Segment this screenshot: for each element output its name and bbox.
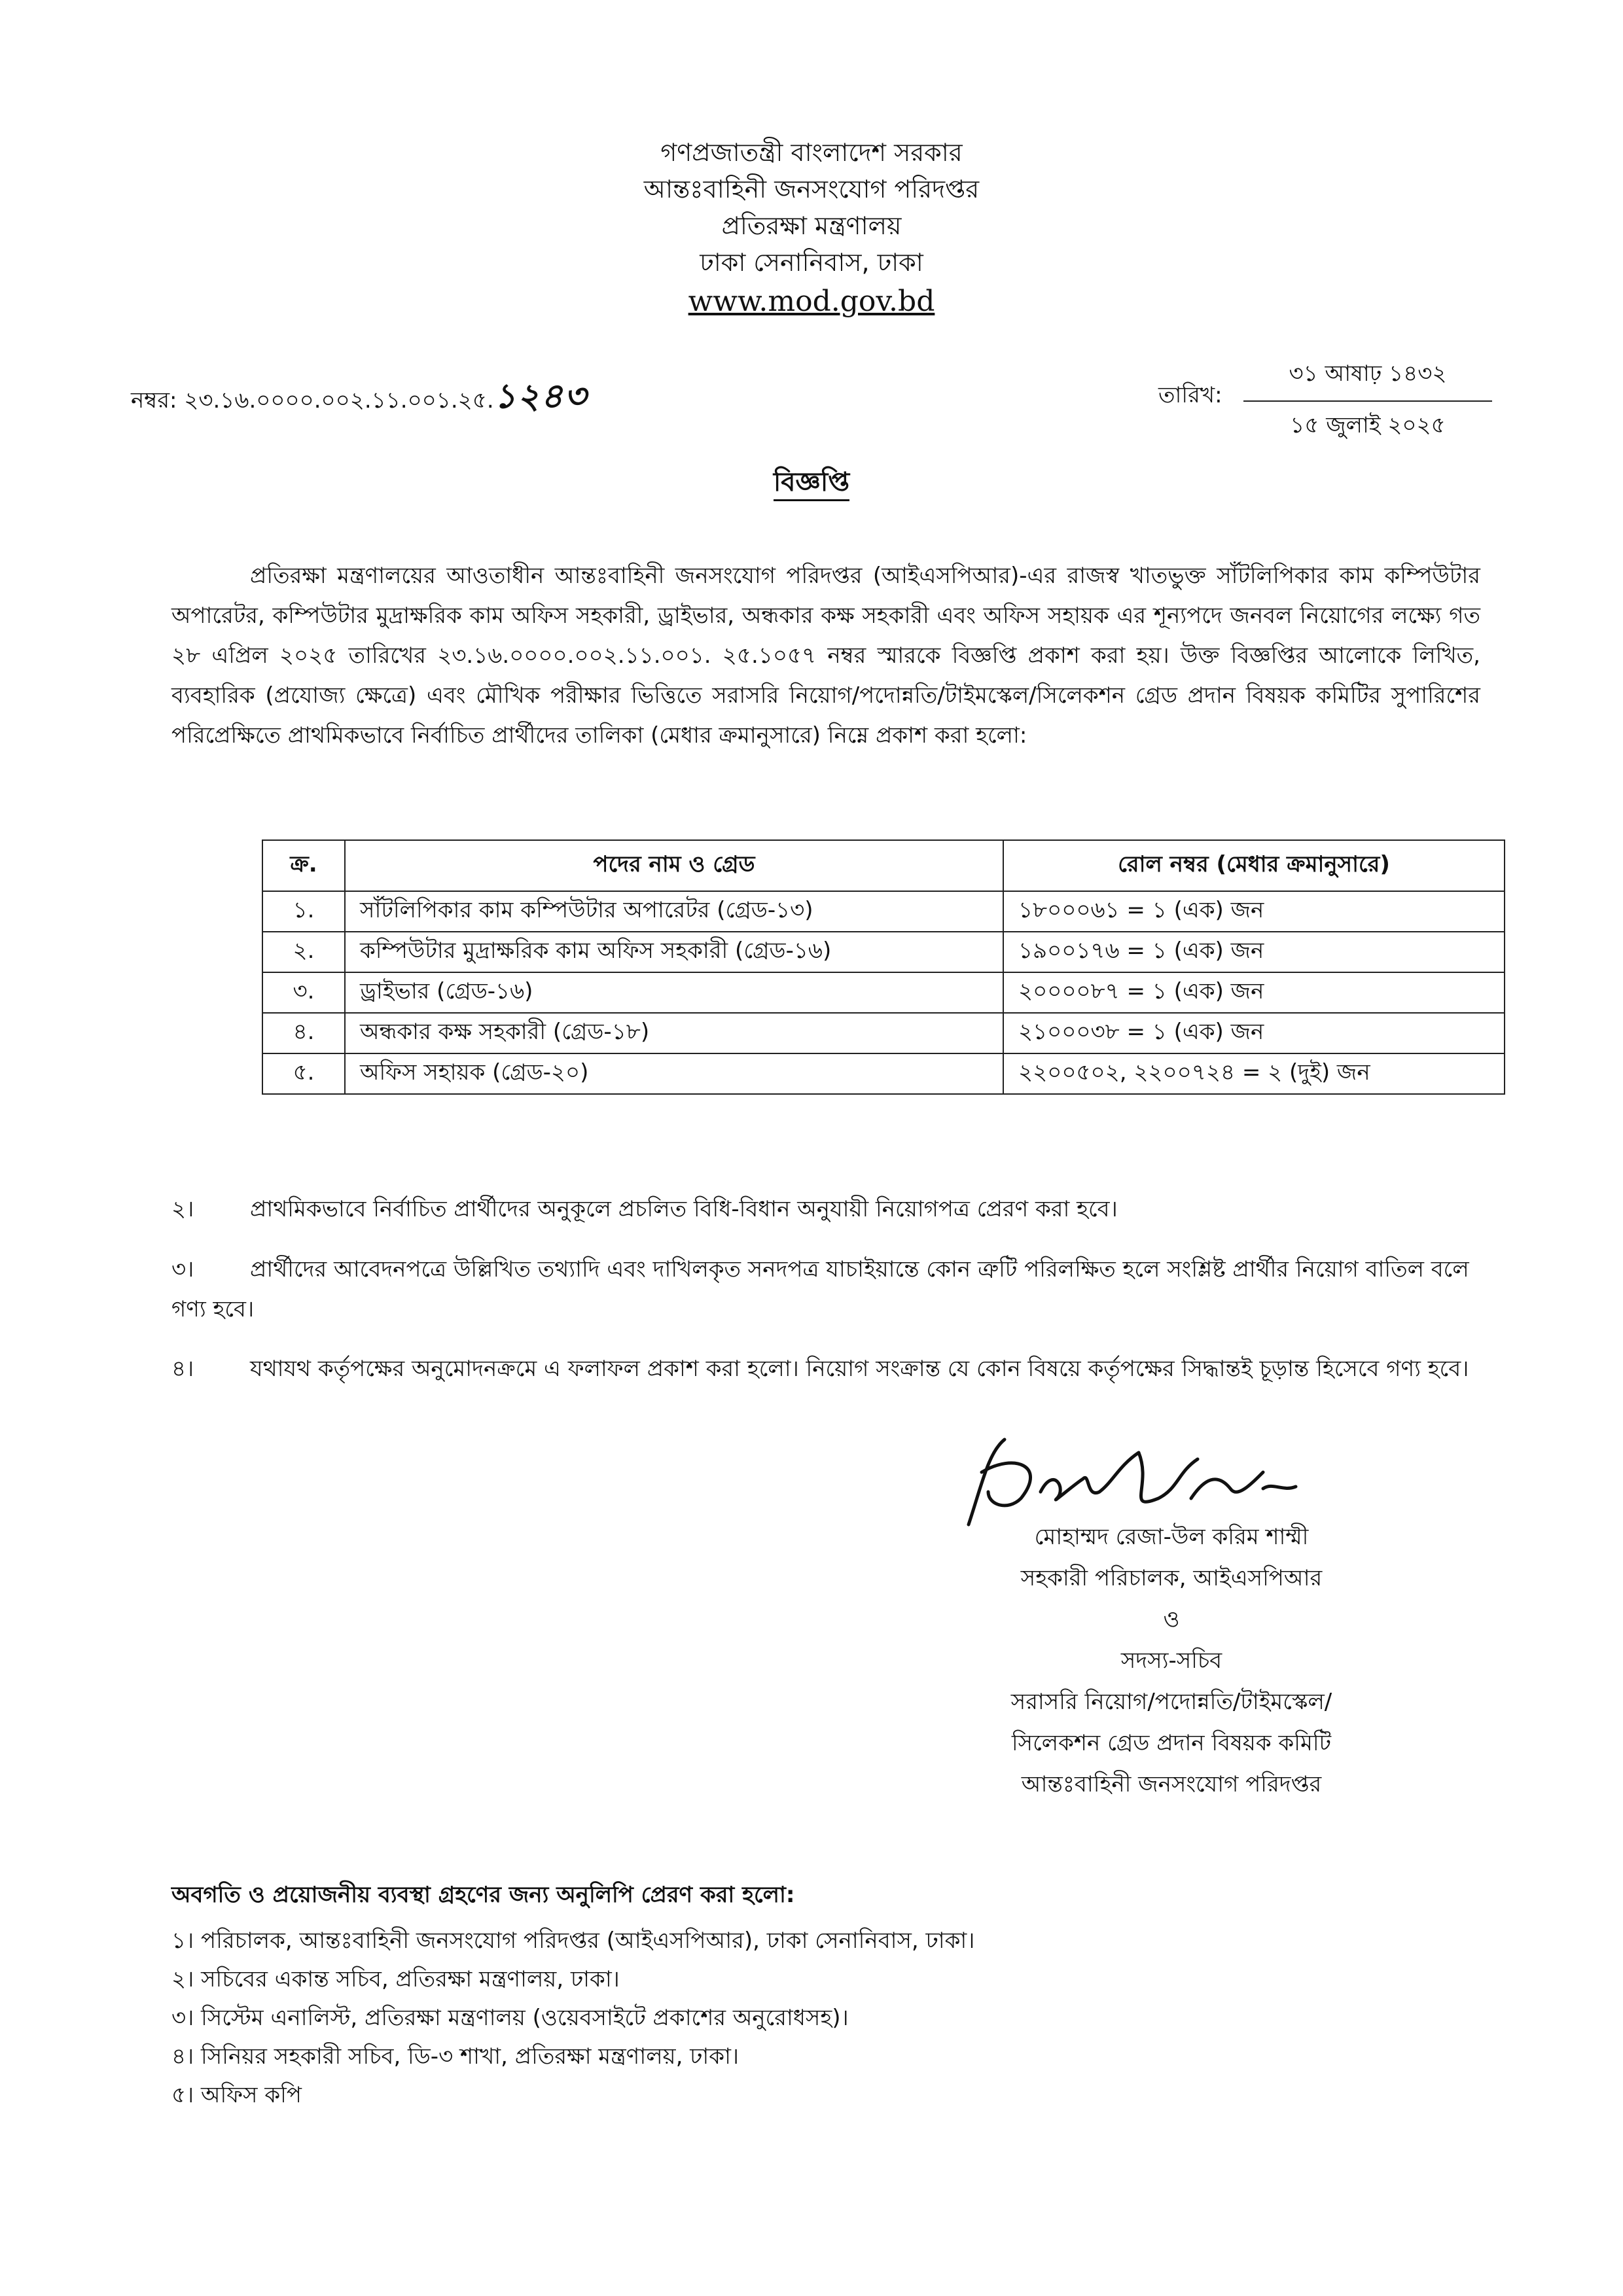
row-serial: ৩. xyxy=(262,972,345,1013)
col-post: পদের নাম ও গ্রেড xyxy=(345,840,1003,891)
date-label: তারিখ: xyxy=(1158,382,1222,408)
point-text: প্রার্থীদের আবেদনপত্রে উল্লিখিত তথ্যাদি এবং দাখিলকৃত সনদপত্র যাচাইয়ান্তে কোন ত্রুটি পরিলক্ষিত হলে সংশ্লিষ্ট প্রার্থীর নিয়োগ বাতিল বলে গণ্য হবে। xyxy=(171,1256,1469,1322)
office-address: ঢাকা সেনানিবাস, ঢাকা xyxy=(700,248,923,277)
row-roll: ২১০০০৩৮ = ১ (এক) জন xyxy=(1003,1013,1505,1053)
point-number: ৩। xyxy=(171,1256,194,1282)
list-item: ৩। সিস্টেম এনালিস্ট, প্রতিরক্ষা মন্ত্রণালয় (ওয়েবসাইটে প্রকাশের অনুরোধসহ)। xyxy=(171,2005,849,2031)
date-english: ১৫ জুলাই ২০২৫ xyxy=(1290,412,1446,438)
row-post: অফিস সহায়ক (গ্রেড-২০) xyxy=(345,1053,1003,1094)
row-roll: ২০০০০৮৭ = ১ (এক) জন xyxy=(1003,972,1505,1013)
list-item: ১। পরিচালক, আন্তঃবাহিনী জনসংযোগ পরিদপ্তর (আইএসপিআর), ঢাকা সেনানিবাস, ঢাকা। xyxy=(171,1928,975,1954)
list-item: ৫। অফিস কপি xyxy=(171,2082,302,2108)
date-divider xyxy=(1243,400,1492,402)
copy-heading: অবগতি ও প্রয়োজনীয় ব্যবস্থা গ্রহণের জন্য অনুলিপি প্রেরণ করা হলো: xyxy=(171,1882,795,1908)
committee-line-1: সরাসরি নিয়োগ/পদোন্নতি/টাইমস্কেল/ xyxy=(1010,1689,1332,1715)
row-post: ড্রাইভার (গ্রেড-১৬) xyxy=(345,972,1003,1013)
signatory-office: আন্তঃবাহিনী জনসংযোগ পরিদপ্তর xyxy=(1021,1771,1322,1797)
list-item: ২। সচিবের একান্ত সচিব, প্রতিরক্ষা মন্ত্রণালয়, ঢাকা। xyxy=(171,1966,620,1992)
point-text: প্রাথমিকভাবে নির্বাচিত প্রার্থীদের অনুকূলে প্রচলিত বিধি-বিধান অনুযায়ী নিয়োগপত্র প্রেরণ করা হবে। xyxy=(250,1196,1118,1222)
website-link[interactable]: www.mod.gov.bd xyxy=(688,285,935,318)
copy-list xyxy=(171,1922,974,2115)
memo-handwritten-number: ১২৪৩ xyxy=(493,376,588,416)
signatory-block xyxy=(890,1517,1453,1805)
point-2 xyxy=(171,1190,1480,1229)
signatory-role: সদস্য-সচিব xyxy=(1120,1648,1222,1674)
point-number: ২। xyxy=(171,1196,194,1222)
signatory-name: মোহাম্মদ রেজা-উল করিম শাম্মী xyxy=(1034,1524,1309,1550)
point-3 xyxy=(171,1250,1480,1330)
col-serial: ক্র. xyxy=(262,840,345,891)
memo-number xyxy=(131,370,588,427)
govt-name: গণপ্রজাতন্ত্রী বাংলাদেশ সরকার xyxy=(660,138,963,167)
table-row xyxy=(262,1013,1505,1053)
col-roll: রোল নম্বর (মেধার ক্রমানুসারে) xyxy=(1003,840,1505,891)
signatory-designation: সহকারী পরিচালক, আইএসপিআর xyxy=(1020,1565,1323,1591)
table-row xyxy=(262,932,1505,972)
ministry-name: প্রতিরক্ষা মন্ত্রণালয় xyxy=(721,211,902,240)
point-4 xyxy=(171,1349,1480,1389)
committee-line-2: সিলেকশন গ্রেড প্রদান বিষয়ক কমিটি xyxy=(1011,1730,1332,1756)
row-roll: ১৯০০১৭৬ = ১ (এক) জন xyxy=(1003,932,1505,972)
table-row xyxy=(262,891,1505,932)
point-number: ৪। xyxy=(171,1356,194,1382)
point-text: যথাযথ কর্তৃপক্ষের অনুমোদনক্রমে এ ফলাফল প্রকাশ করা হলো। নিয়োগ সংক্রান্ত যে কোন বিষয়ে কর্তৃপক্ষের সিদ্ধান্তই চূড়ান্ত হিসেবে গণ্য হবে। xyxy=(250,1356,1469,1382)
date-block xyxy=(1243,357,1492,446)
row-post: অন্ধকার কক্ষ সহকারী (গ্রেড-১৮) xyxy=(345,1013,1003,1053)
row-serial: ৪. xyxy=(262,1013,345,1053)
signature-image xyxy=(942,1426,1309,1531)
result-table xyxy=(262,839,1505,1095)
office-name: আন্তঃবাহিনী জনসংযোগ পরিদপ্তর xyxy=(643,175,980,203)
row-roll: ১৮০০০৬১ = ১ (এক) জন xyxy=(1003,891,1505,932)
table-row xyxy=(262,1053,1505,1094)
table-row xyxy=(262,972,1505,1013)
row-serial: ১. xyxy=(262,891,345,932)
row-post: সাঁটলিপিকার কাম কম্পিউটার অপারেটর (গ্রেড-১৩) xyxy=(345,891,1003,932)
memo-label: নম্বর: ২৩.১৬.০০০০.০০২.১১.০০১.২৫. xyxy=(131,387,494,414)
letterhead xyxy=(0,134,1623,320)
row-roll: ২২০০৫০২, ২২০০৭২৪ = ২ (দুই) জন xyxy=(1003,1053,1505,1094)
row-serial: ২. xyxy=(262,932,345,972)
intro-paragraph: প্রতিরক্ষা মন্ত্রণালয়ের আওতাধীন আন্তঃবাহিনী জনসংযোগ পরিদপ্তর (আইএসপিআর)-এর রাজস্ব খাতভুক্ত সাঁটলিপিকার কাম কম্পিউটার অপারেটর, কম্পিউটার মুদ্রাক্ষরিক কাম অফিস সহকারী, ড্রাইভার, অন্ধকার কক্ষ সহকারী এবং অফিস সহায়ক এর শূন্যপদে জনবল নিয়োগের লক্ষ্যে গত ২৮ এপ্রিল ২০২৫ তারিখের ২৩.১৬.০০০০.০০২.১১.০০১. ২৫.১০৫৭ নম্বর স্মারকে বিজ্ঞপ্তি প্রকাশ করা হয়। উক্ত বিজ্ঞপ্তির আলোকে লিখিত, ব্যবহারিক (প্রযোজ্য ক্ষেত্রে) এবং মৌখিক পরীক্ষার ভিত্তিতে সরাসরি নিয়োগ/পদোন্নতি/টাইমস্কেল/সিলেকশন গ্রেড প্রদান বিষয়ক কমিটির সুপারিশের পরিপ্রেক্ষিতে প্রাথমিকভাবে নির্বাচিত প্রার্থীদের তালিকা (মেধার ক্রমানুসারে) নিম্নে প্রকাশ করা হলো: xyxy=(171,563,1480,749)
table-header-row xyxy=(262,840,1505,891)
row-serial: ৫. xyxy=(262,1053,345,1094)
notice-title-text: বিজ্ঞপ্তি xyxy=(774,467,849,501)
notice-title xyxy=(0,461,1623,505)
list-item: ৪। সিনিয়র সহকারী সচিব, ডি-৩ শাখা, প্রতিরক্ষা মন্ত্রণালয়, ঢাকা। xyxy=(171,2043,740,2070)
signatory-conjunction: ও xyxy=(1163,1606,1180,1633)
row-post: কম্পিউটার মুদ্রাক্ষরিক কাম অফিস সহকারী (গ্রেড-১৬) xyxy=(345,932,1003,972)
date-bangla: ৩১ আষাঢ় ১৪৩২ xyxy=(1289,361,1447,387)
